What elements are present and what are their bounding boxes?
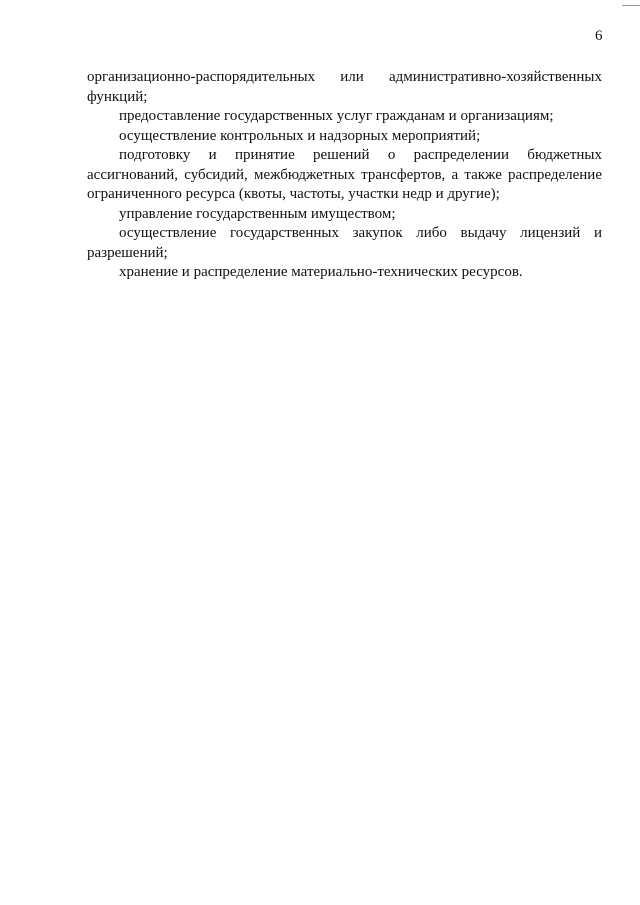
paragraph-budget-decisions: подготовку и принятие решений о распределении бюджетных ассигнований, субсидий, межбюджетных трансфертов, а также распределение ограниченного ресурса (квоты, частоты, участки недр и другие); [87, 147, 602, 202]
paragraph-material-resources: хранение и распределение материально-технических ресурсов. [119, 264, 523, 280]
scan-edge-mark [622, 5, 640, 6]
paragraph-property-management: управление государственным имуществом; [119, 205, 396, 222]
paragraph-functions: организационно-распорядительных или административно-хозяйственных функций; [87, 69, 602, 105]
paragraph-procurement-licensing: осуществление государственных закупок либо выдачу лицензий и разрешений; [87, 225, 602, 261]
paragraph-public-services: предоставление государственных услуг гражданам и организациям; [119, 108, 554, 124]
paragraph-control-activities: осуществление контрольных и надзорных мероприятий; [119, 127, 481, 144]
page-number: 6 [595, 28, 603, 44]
document-body [87, 68, 602, 283]
